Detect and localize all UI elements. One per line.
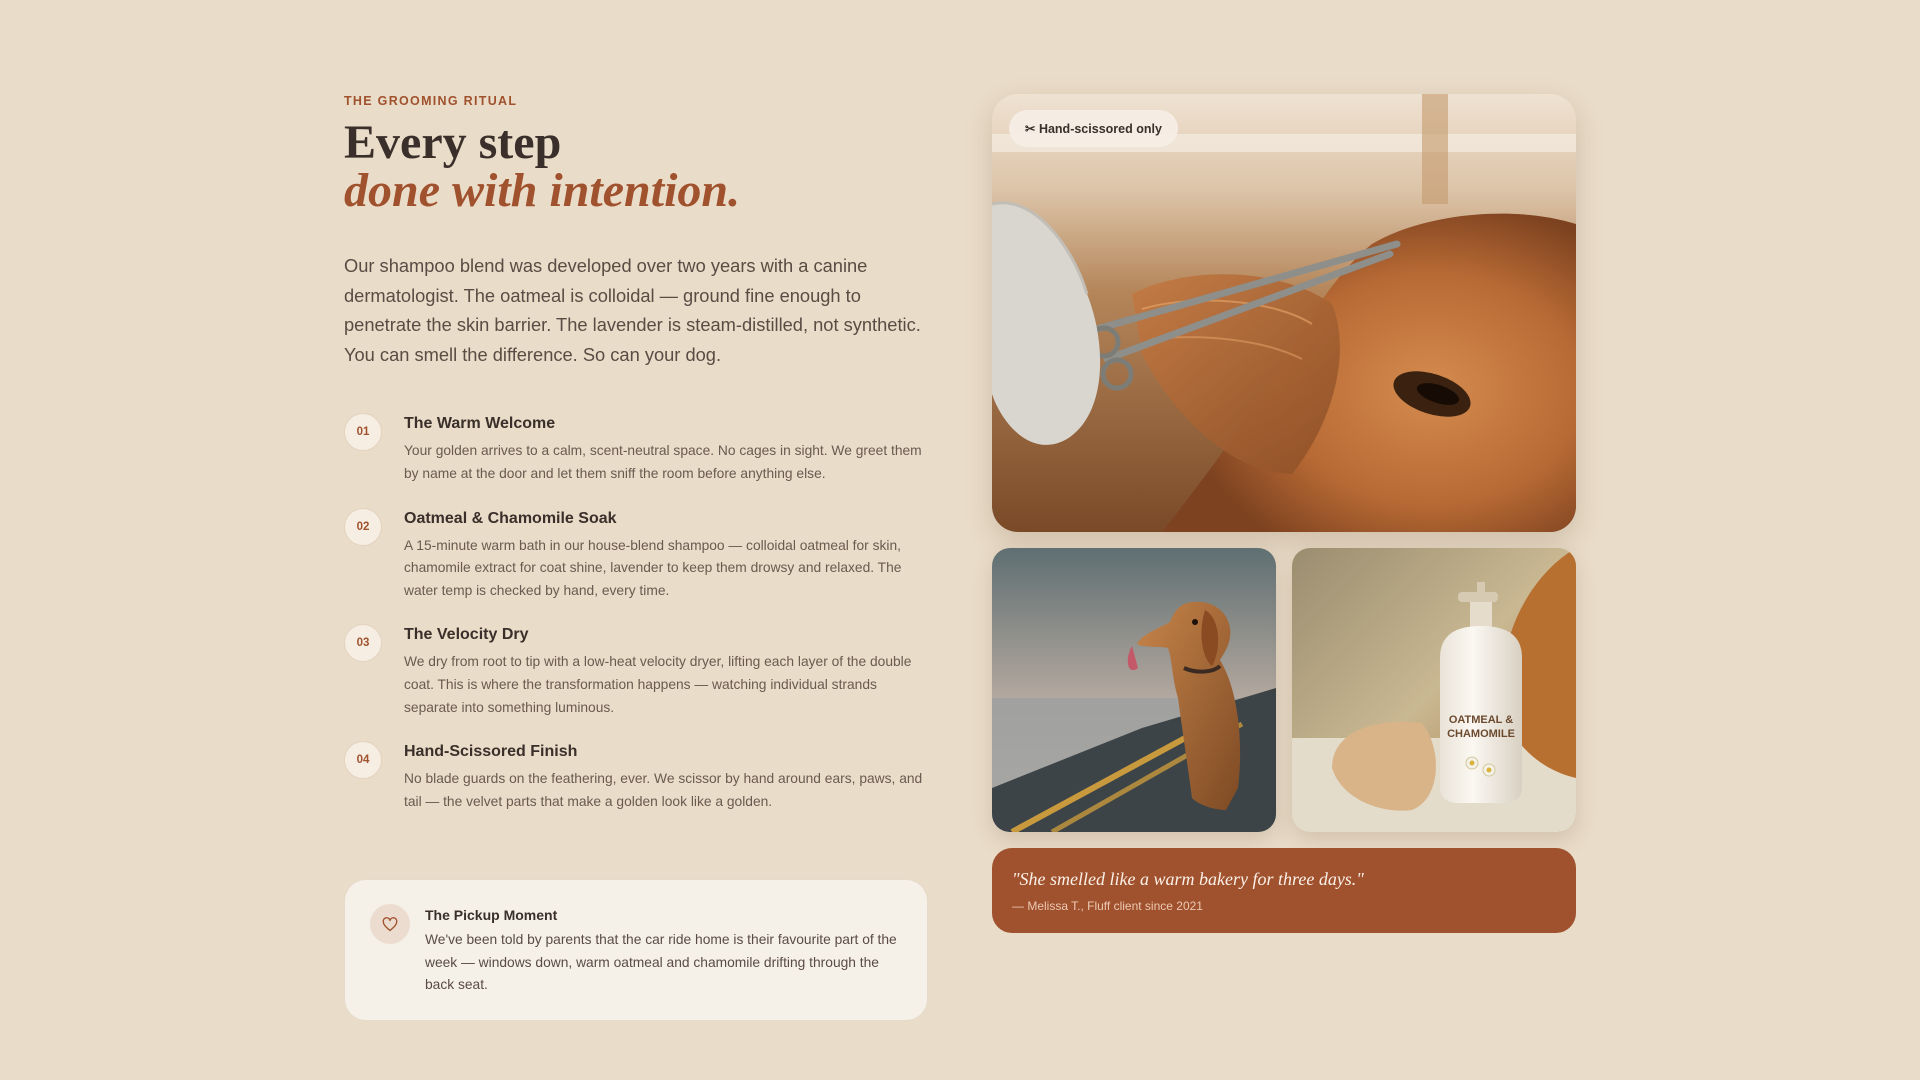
step-item	[344, 413, 929, 485]
quote-author: — Melissa T., Fluff client since 2021	[1012, 899, 1203, 913]
headline-line-2: done with intention.	[344, 164, 741, 217]
step-item	[344, 741, 929, 813]
step-title: Hand-Scissored Finish	[404, 743, 578, 761]
step-number-badge: 02	[344, 508, 382, 546]
section-headline	[344, 116, 929, 217]
step-item	[344, 624, 929, 719]
bottle-label-line-2: CHAMOMILE	[1447, 728, 1515, 740]
hand-scissored-badge: ✂ Hand-scissored only	[1009, 110, 1178, 147]
step-number-badge: 01	[344, 413, 382, 451]
step-title: The Velocity Dry	[404, 626, 529, 644]
hero-image	[992, 94, 1576, 532]
step-number-badge: 04	[344, 741, 382, 779]
bottle-label-line-1: OATMEAL &	[1448, 714, 1514, 726]
heart-icon	[370, 904, 410, 944]
intro-paragraph: Our shampoo blend was developed over two years with a canine dermatologist. The oatmeal is colloidal — ground fine enough to penetrate the skin barrier. The lavender is steam-distilled, not synthetic. You can smell the difference. So can your dog.	[344, 255, 921, 365]
steps-list	[344, 413, 929, 813]
grooming-ritual-section	[344, 94, 929, 813]
photo-shampoo-bottle	[1292, 548, 1576, 832]
photo-dog-by-sea	[992, 548, 1276, 832]
pickup-text: We've been told by parents that the car ride home is their favourite part of the week — windows down, warm oatmeal and chamomile drifting through the back seat.	[425, 932, 897, 993]
headline-line-1: Every step	[344, 116, 562, 169]
step-description: Your golden arrives to a calm, scent-neutral space. No cages in sight. We greet them by name at the door and let them sniff the room before anything else.	[404, 443, 922, 481]
hero-photo-scissoring	[992, 94, 1576, 532]
step-number-badge: 03	[344, 624, 382, 662]
step-title: The Warm Welcome	[404, 415, 556, 433]
dog-sea-image	[992, 548, 1276, 832]
quote-text: "She smelled like a warm bakery for three days."	[1012, 869, 1364, 889]
step-description: A 15-minute warm bath in our house-blend shampoo — colloidal oatmeal for skin, chamomile extract for coat shine, lavender to keep them drowsy and relaxed. The water temp is checked by hand, every time.	[404, 537, 902, 598]
pickup-moment-card	[344, 879, 928, 1021]
section-eyebrow: THE GROOMING RITUAL	[344, 94, 518, 108]
step-title: Oatmeal & Chamomile Soak	[404, 509, 617, 527]
testimonial-quote	[992, 848, 1576, 933]
pickup-title: The Pickup Moment	[425, 907, 558, 923]
step-description: No blade guards on the feathering, ever. We scissor by hand around ears, paws, and tail — the velvet parts that make a golden look like a golden.	[404, 771, 923, 809]
step-description: We dry from root to tip with a low-heat velocity dryer, lifting each layer of the double coat. This is where the transformation happens — watching individual strands separate into something luminous.	[404, 654, 912, 715]
shampoo-bottle-image	[1292, 548, 1576, 832]
step-item	[344, 508, 929, 603]
